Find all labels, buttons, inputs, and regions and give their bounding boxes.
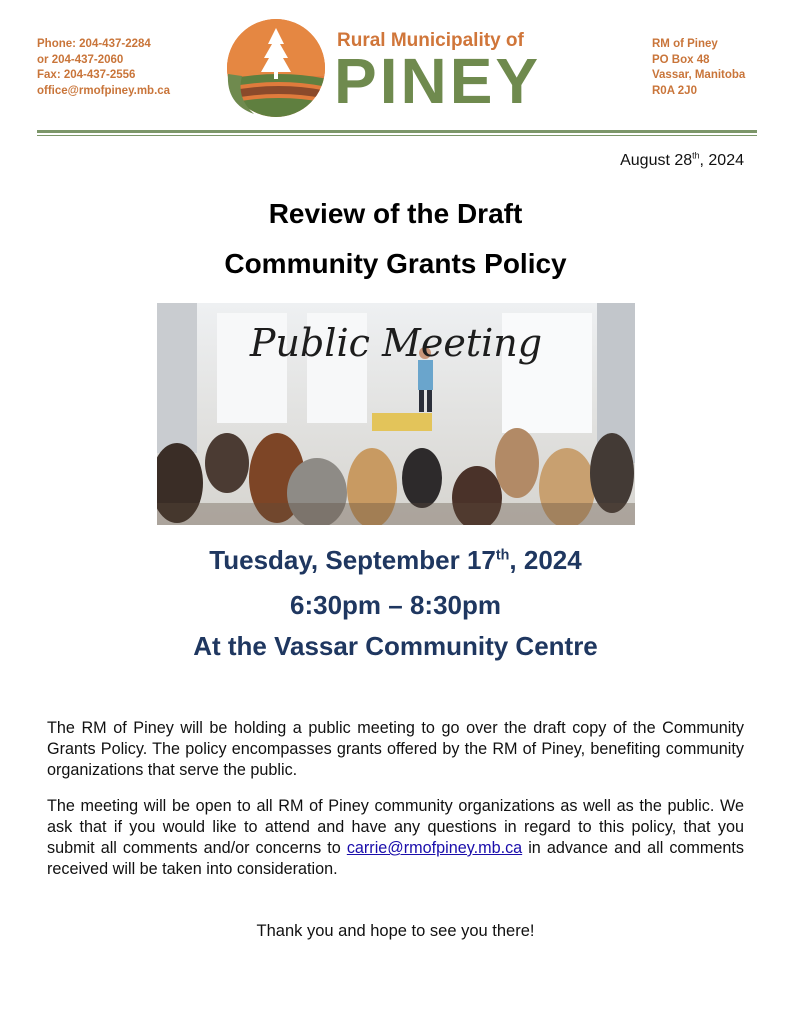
event-location: At the Vassar Community Centre [193, 631, 598, 661]
page-title-line-2: Community Grants Policy [224, 248, 567, 279]
address-line-3: Vassar, Manitoba [652, 69, 746, 81]
event-date: Tuesday, September 17th, 2024 [209, 545, 582, 575]
phone-alt-text: or 204-437-2060 [37, 53, 124, 66]
phone-text: Phone: 204-437-2284 [37, 38, 151, 50]
brand-name: PINEY [334, 45, 542, 117]
public-meeting-photo [157, 303, 635, 525]
municipality-logo-icon [224, 18, 332, 118]
contact-info-left [37, 37, 170, 99]
photo-caption: Public Meeting [249, 321, 543, 365]
brand-subtitle: Rural Municipality of [337, 30, 524, 51]
fax-text: Fax: 204-437-2556 [37, 69, 136, 81]
page-title-line-1: Review of the Draft [268, 198, 523, 229]
address-line-2: PO Box 48 [652, 53, 710, 66]
contact-info-right [652, 37, 745, 99]
office-email-text: office@rmofpiney.mb.ca [37, 84, 171, 97]
address-line-1: RM of Piney [652, 38, 718, 50]
body-paragraph-2: The meeting will be open to all RM of Piney community organizations as well as the public. We ask that if you would like to attend and have any questions in regard to this policy, that you submit all comments and/or concerns to carrie@rmofpiney.mb.ca in advance and all comments received will be taken into consideration. [47, 797, 744, 878]
header-divider-thick [37, 130, 757, 133]
event-time: 6:30pm – 8:30pm [290, 590, 501, 620]
closing-text: Thank you and hope to see you there! [256, 922, 535, 940]
body-paragraph-1: The RM of Piney will be holding a public meeting to go over the draft copy of the Community Grants Policy. The policy encompasses grants offered by the RM of Piney, benefiting community organizations that serve the public. [47, 719, 744, 779]
header-divider-thin [37, 135, 757, 136]
email-link[interactable]: carrie@rmofpiney.mb.ca [346, 839, 523, 857]
letter-date: August 28th, 2024 [620, 150, 744, 169]
address-line-4: R0A 2J0 [652, 84, 697, 97]
